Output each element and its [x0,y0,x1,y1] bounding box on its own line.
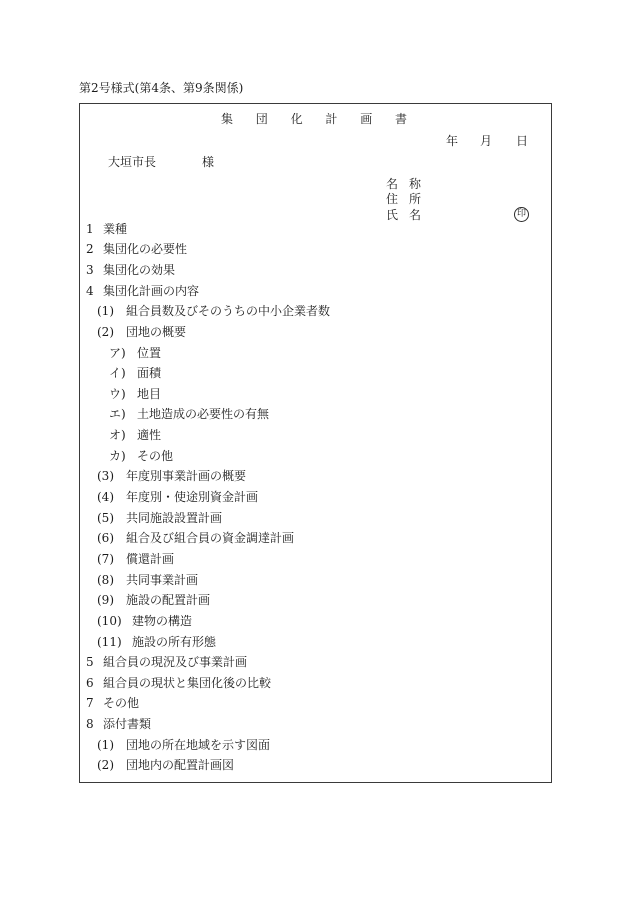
item-text: 施設の所有形態 [132,634,217,649]
item-text: 建物の構造 [132,613,193,628]
applicant-person-label: 氏名 [386,208,433,222]
item-text: 業種 [103,221,128,236]
item-marker: (1) [97,304,114,319]
item-text: 年度別事業計画の概要 [126,469,247,484]
item-text: 土地造成の必要性の有無 [137,407,270,422]
section-item [80,219,551,240]
item-marker: (2) [97,324,114,339]
item-text: 償還計画 [126,551,175,566]
date-year-label: 年 [446,134,459,148]
item-marker: (4) [97,490,114,505]
sub-subsection-item [80,343,551,364]
section-item [80,239,551,260]
item-marker: ア) [109,345,126,360]
item-text: 組合員の現況及び事業計画 [103,655,248,670]
sub-subsection-item [80,425,551,446]
sub-subsection-item [80,384,551,405]
subsection-item [80,755,551,776]
addressee-name: 大垣市長 [108,155,157,169]
applicant-name-label: 名称 [386,177,433,191]
section-item [80,693,551,714]
subsection-item [80,632,551,653]
item-marker: 1 [86,221,94,236]
section-item [80,260,551,281]
item-marker: (8) [97,572,114,587]
section-item [80,281,551,302]
item-text: 適性 [137,428,162,443]
form-number: 第2号様式(第4条、第9条関係) [79,81,244,95]
addressee-honorific: 様 [202,155,215,169]
item-list [80,219,551,776]
item-marker: (1) [97,737,114,752]
subsection-item [80,322,551,343]
subsection-item [80,590,551,611]
item-text: 地目 [137,386,162,401]
item-marker: 2 [86,242,94,257]
item-text: 組合及び組合員の資金調達計画 [126,531,295,546]
item-marker: (9) [97,593,114,608]
subsection-item [80,487,551,508]
item-text: 共同事業計画 [126,572,199,587]
item-marker: カ) [109,448,126,463]
item-text: 共同施設設置計画 [126,510,223,525]
item-marker: (5) [97,510,114,525]
item-text: 組合員数及びそのうちの中小企業者数 [126,304,331,319]
item-marker: (10) [97,613,122,628]
item-text: 集団化の効果 [103,262,176,277]
item-marker: (3) [97,469,114,484]
subsection-item [80,508,551,529]
item-text: 団地内の配置計画図 [126,758,235,773]
subsection-item [80,570,551,591]
sub-subsection-item [80,363,551,384]
date-day-label: 日 [516,134,529,148]
item-marker: オ) [109,428,126,443]
item-marker: (2) [97,758,114,773]
item-marker: エ) [109,407,126,422]
subsection-item [80,301,551,322]
item-marker: イ) [109,366,126,381]
item-text: 組合員の現状と集団化後の比較 [103,675,272,690]
item-text: 集団化計画の内容 [103,283,200,298]
document-title: 集団化計画書 [221,112,430,126]
item-text: その他 [103,696,140,711]
item-text: その他 [137,448,174,463]
item-text: 施設の配置計画 [126,593,211,608]
item-marker: (6) [97,531,114,546]
item-marker: 3 [86,262,94,277]
item-text: 年度別・使途別資金計画 [126,490,259,505]
item-marker: ウ) [109,386,126,401]
item-text: 面積 [137,366,162,381]
item-marker: (7) [97,551,114,566]
subsection-item [80,611,551,632]
item-marker: (11) [97,634,122,649]
item-text: 団地の概要 [126,324,187,339]
section-item [80,714,551,735]
item-text: 集団化の必要性 [103,242,188,257]
item-text: 団地の所在地域を示す図面 [126,737,271,752]
subsection-item [80,466,551,487]
item-text: 位置 [137,345,162,360]
item-marker: 4 [86,283,94,298]
item-marker: 5 [86,655,94,670]
subsection-item [80,735,551,756]
subsection-item [80,528,551,549]
date-month-label: 月 [480,134,493,148]
item-marker: 6 [86,675,94,690]
applicant-address-label: 住所 [386,192,433,206]
section-item [80,673,551,694]
sub-subsection-item [80,404,551,425]
sub-subsection-item [80,446,551,467]
section-item [80,652,551,673]
subsection-item [80,549,551,570]
item-text: 添付書類 [103,717,152,732]
item-marker: 7 [86,696,94,711]
seal-mark: 印 [514,207,529,222]
item-marker: 8 [86,717,94,732]
form-frame [79,103,552,783]
